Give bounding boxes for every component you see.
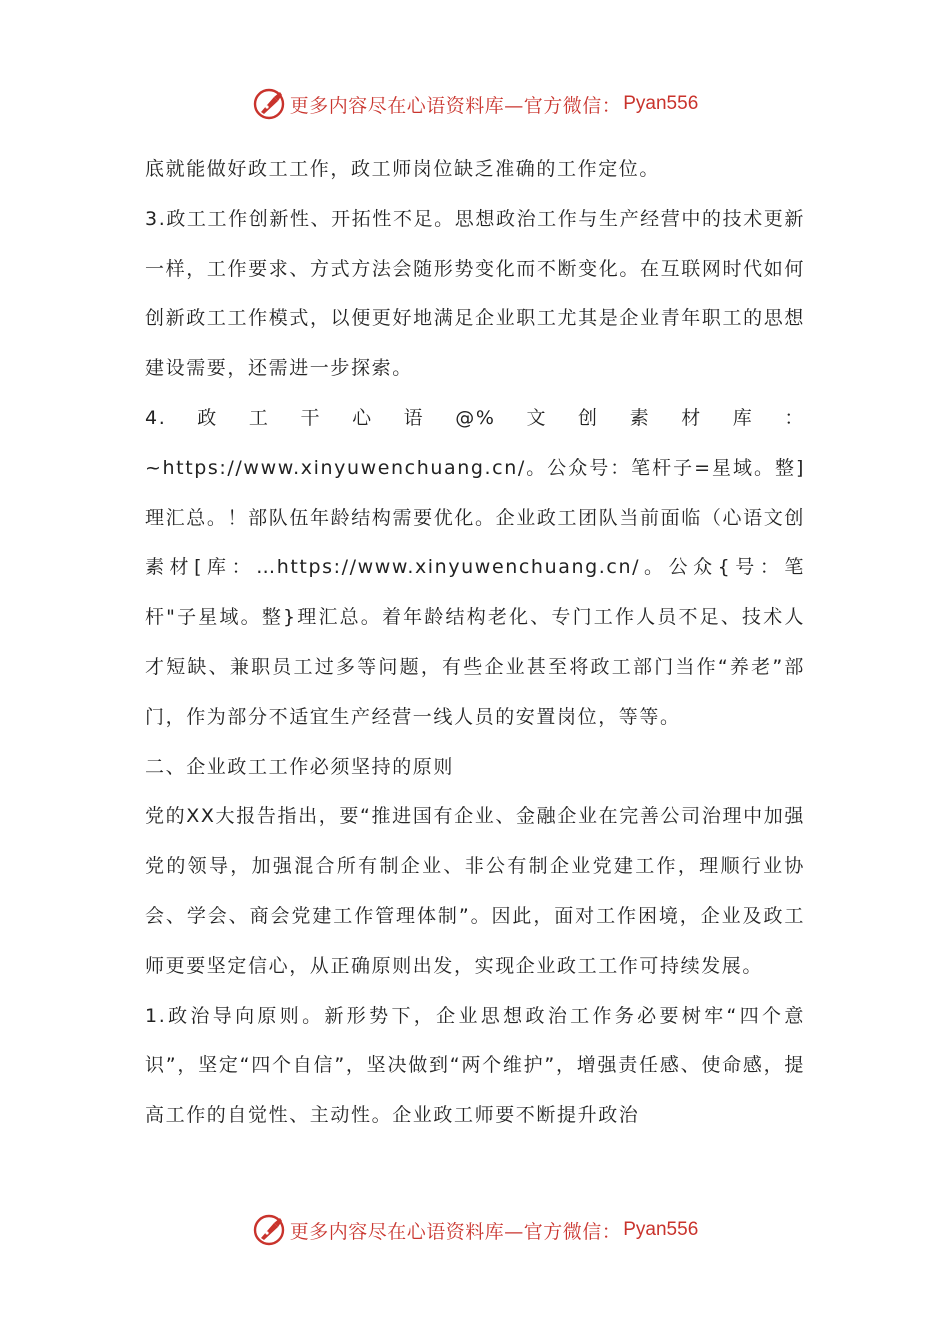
document-body — [145, 145, 805, 1141]
footer-wechat-id: Pyan556 — [623, 1219, 699, 1240]
paragraph: 3.政工工作创新性、开拓性不足。思想政治工作与生产经营中的技术更新一样，工作要求、方式方法会随形势变化而不断变化。在互联网时代如何创新政工工作模式，以便更好地满足企业职工尤其是企业青年职工的思想建设需要，还需进一步探索。 — [145, 207, 805, 380]
footer-banner-content — [252, 1213, 699, 1247]
section-heading: 二、企业政工工作必须坚持的原则 — [145, 755, 455, 778]
footer-banner — [0, 1208, 950, 1252]
paragraph: 底就能做好政工工作，政工师岗位缺乏准确的工作定位。 — [145, 158, 661, 180]
header-wechat-id: Pyan556 — [623, 93, 699, 114]
pen-nib-logo-icon — [252, 87, 286, 121]
header-banner-text: 更多内容尽在心语资料库—官方微信： — [289, 94, 622, 117]
paragraph: 1.政治导向原则。新形势下，企业思想政治工作务必要树牢“四个意识”，坚定“四个自信”，坚决做到“两个维护”，增强责任感、使命感，提高工作的自觉性、主动性。企业政工师要不断提升政治 — [145, 1004, 805, 1127]
header-banner-content — [252, 87, 699, 121]
pen-nib-logo-icon — [252, 1213, 286, 1247]
paragraph: 党的XX大报告指出，要“推进国有企业、金融企业在完善公司治理中加强党的领导，加强混合所有制企业、非公有制企业党建工作，理顺行业协会、学会、商会党建工作管理体制”。因此，面对工作困境，企业及政工师更要坚定信心，从正确原则出发，实现企业政工工作可持续发展。 — [145, 805, 805, 977]
footer-banner-text: 更多内容尽在心语资料库—官方微信： — [289, 1220, 622, 1243]
paragraph: 4.政工干心语@%文创素材库：~https://www.xinyuwenchuang.cn/。公众号：笔杆子=星域。整]理汇总。！部队伍年龄结构需要优化。企业政工团队当前面临（心语文创素材[库：…https://www.xinyuwenchuang.cn/。公众{号：笔杆"子星域。整}理汇总。着年龄结构老化、专门工作人员不足、技术人才短缺、兼职员工过多等问题，有些企业甚至将政工部门当作“养老”部门，作为部分不适宜生产经营一线人员的安置岗位，等等。 — [145, 406, 805, 728]
header-banner — [0, 82, 950, 126]
